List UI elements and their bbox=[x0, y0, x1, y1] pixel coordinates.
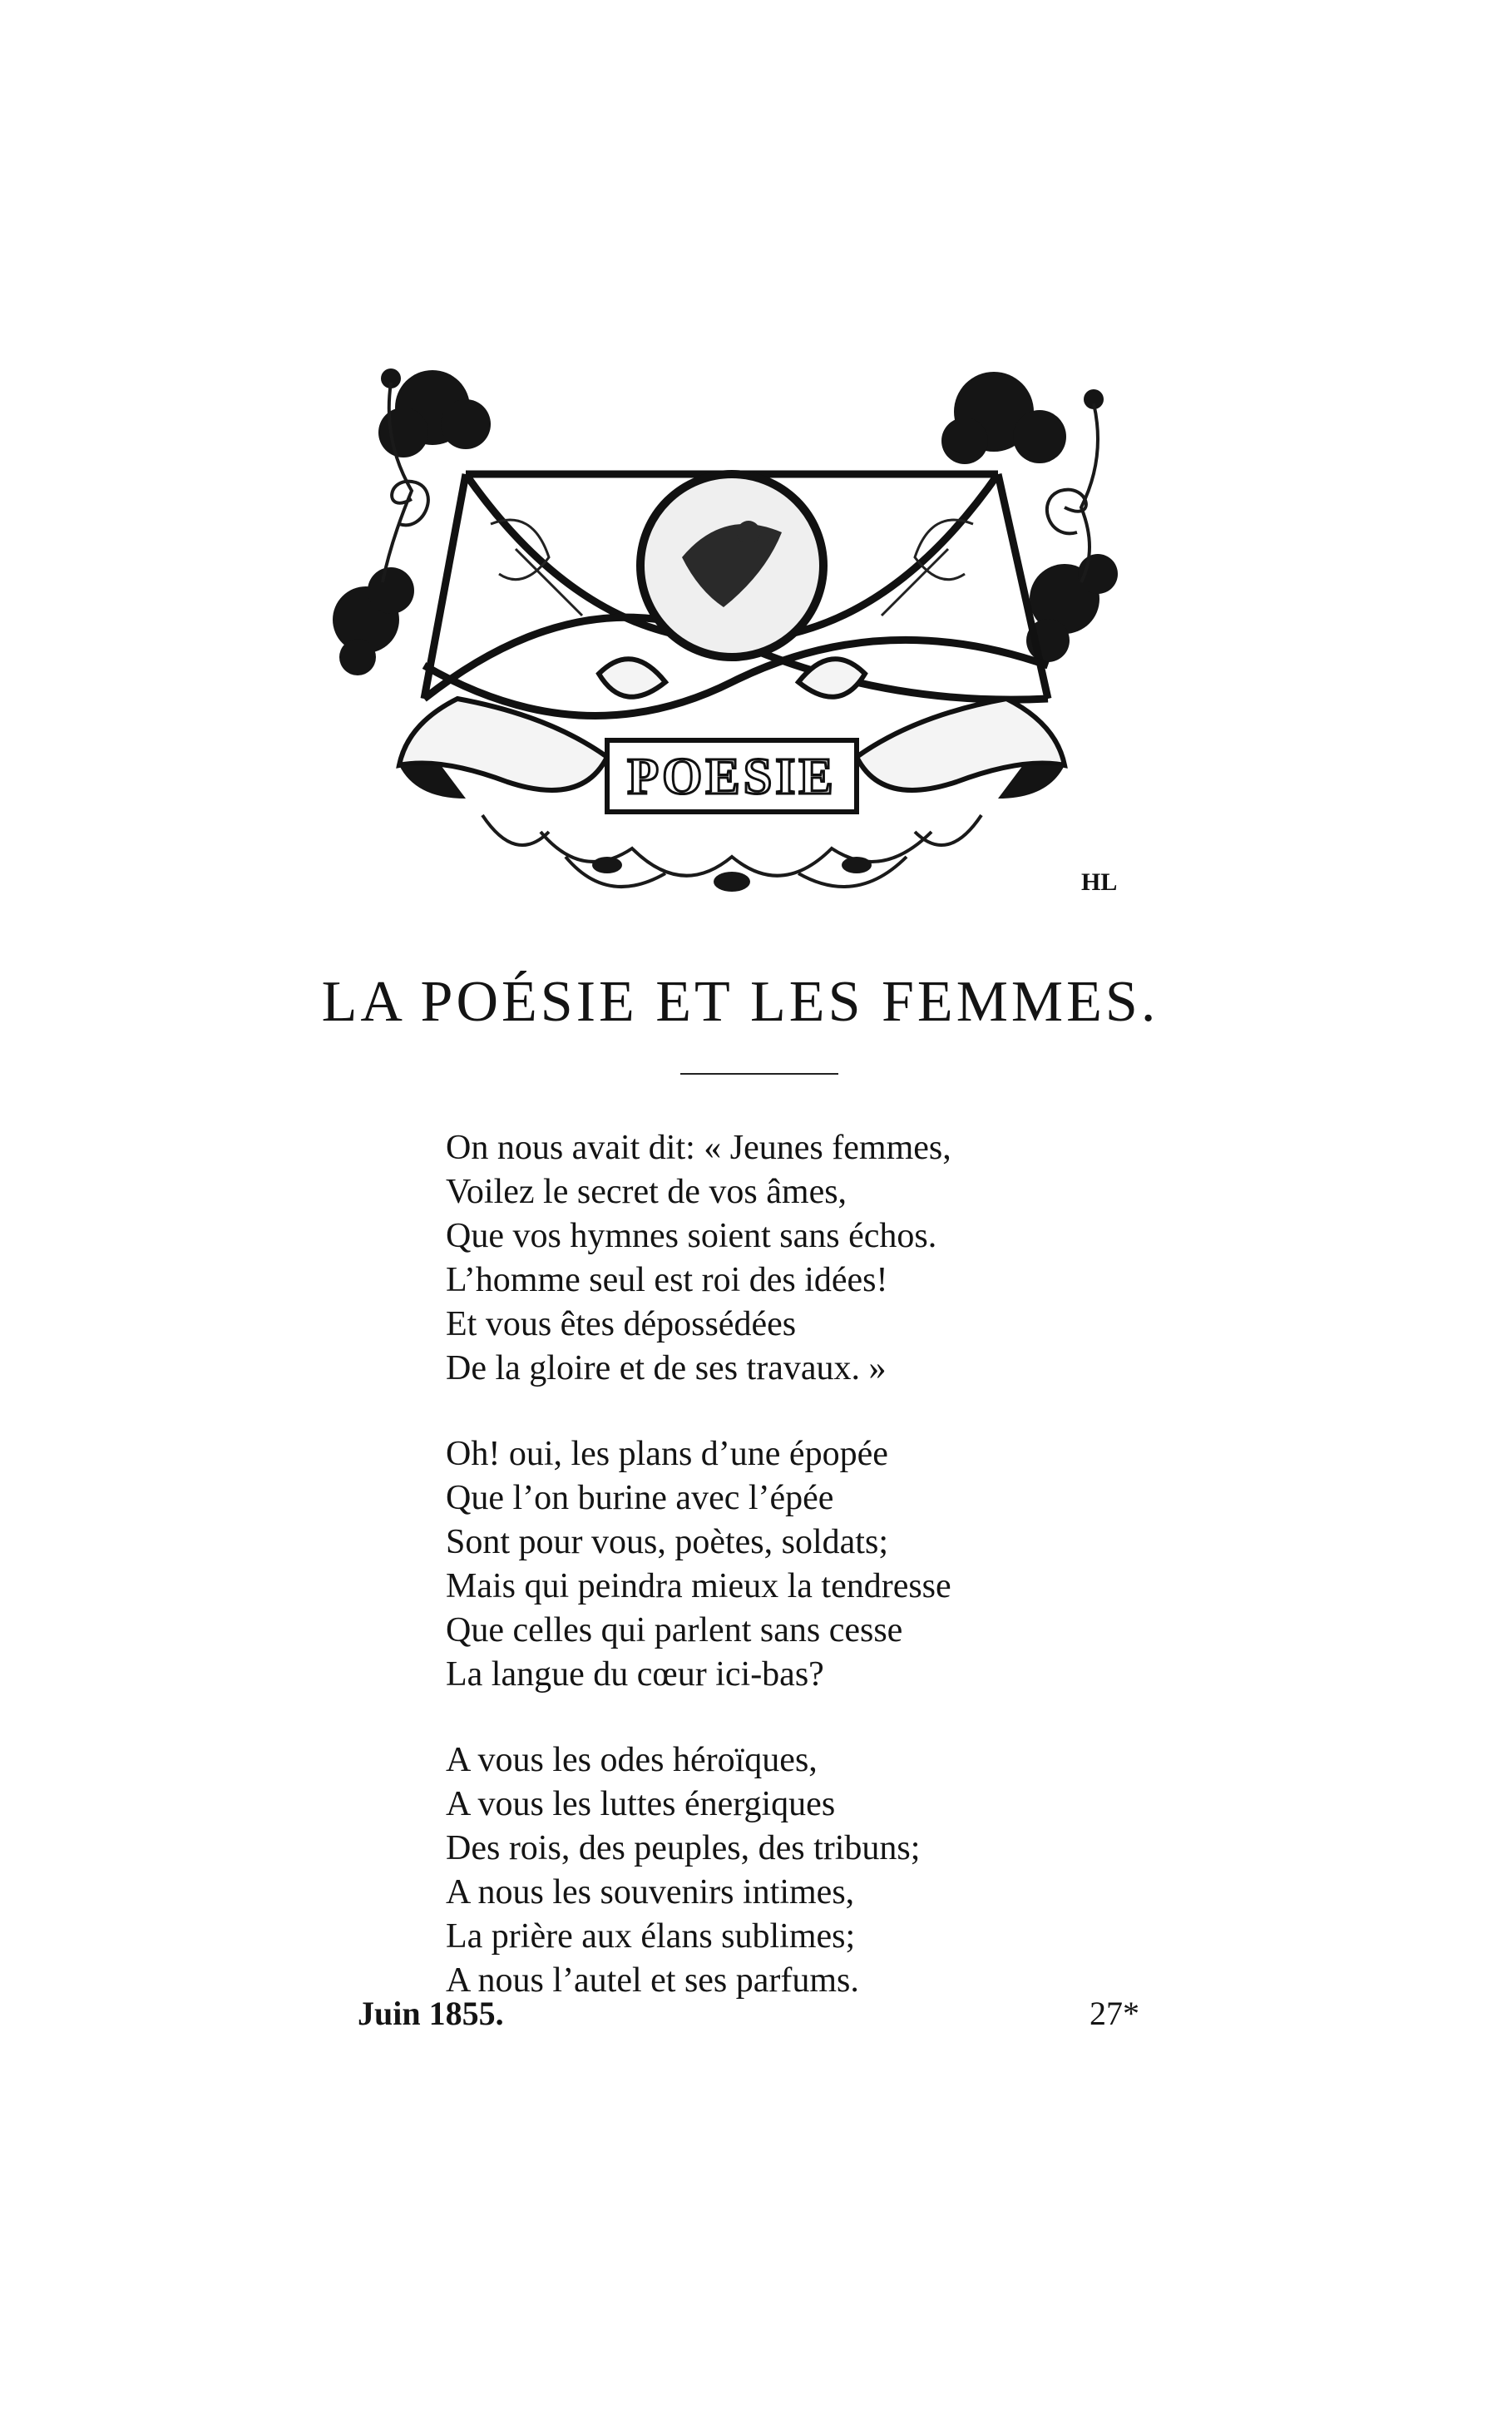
verse-line: A vous les luttes énergiques bbox=[446, 1785, 836, 1823]
verse-line: Que celles qui parlent sans cesse bbox=[446, 1611, 903, 1649]
verse-line: On nous avait dit: « Jeunes femmes, bbox=[446, 1129, 951, 1167]
signature-mark: 27* bbox=[1090, 1995, 1139, 2032]
verse-line: Et vous êtes dépossédées bbox=[446, 1305, 797, 1343]
verse-line: La langue du cœur ici-bas? bbox=[446, 1655, 824, 1694]
stanza-2 bbox=[446, 1432, 1194, 1697]
engraver-monogram: HL bbox=[1081, 868, 1118, 896]
banner-text: POESIE bbox=[627, 749, 837, 805]
verse-line: Mais qui peindra mieux la tendresse bbox=[446, 1567, 951, 1605]
stanza-3 bbox=[446, 1738, 1194, 2003]
verse-line: De la gloire et de ses travaux. » bbox=[446, 1349, 887, 1387]
stanza-1 bbox=[446, 1126, 1194, 1391]
verse-line: Des rois, des peuples, des tribuns; bbox=[446, 1829, 921, 1867]
verse-line: Sont pour vous, poètes, soldats; bbox=[446, 1523, 888, 1561]
page-title: LA POÉSIE ET LES FEMMES. bbox=[321, 970, 1159, 1034]
verse-line: A nous l’autel et ses parfums. bbox=[446, 1961, 859, 2000]
verse-line: L’homme seul est roi des idées! bbox=[446, 1261, 888, 1299]
poesie-vignette bbox=[333, 366, 1131, 932]
verse-line: A vous les odes héroïques, bbox=[446, 1741, 818, 1779]
verse-line: Que vos hymnes soient sans échos. bbox=[446, 1217, 937, 1255]
verse-line: La prière aux élans sublimes; bbox=[446, 1917, 856, 1956]
verse-line: Oh! oui, les plans d’une épopée bbox=[446, 1435, 888, 1473]
title-divider bbox=[680, 1073, 838, 1075]
ornamental-engraving bbox=[333, 366, 1131, 932]
poem bbox=[446, 1126, 1194, 2045]
verse-line: Voilez le secret de vos âmes, bbox=[446, 1173, 847, 1211]
verse-line: Que l’on burine avec l’épée bbox=[446, 1479, 834, 1517]
issue-date: Juin 1855. bbox=[358, 1995, 504, 2032]
verse-line: A nous les souvenirs intimes, bbox=[446, 1873, 855, 1911]
